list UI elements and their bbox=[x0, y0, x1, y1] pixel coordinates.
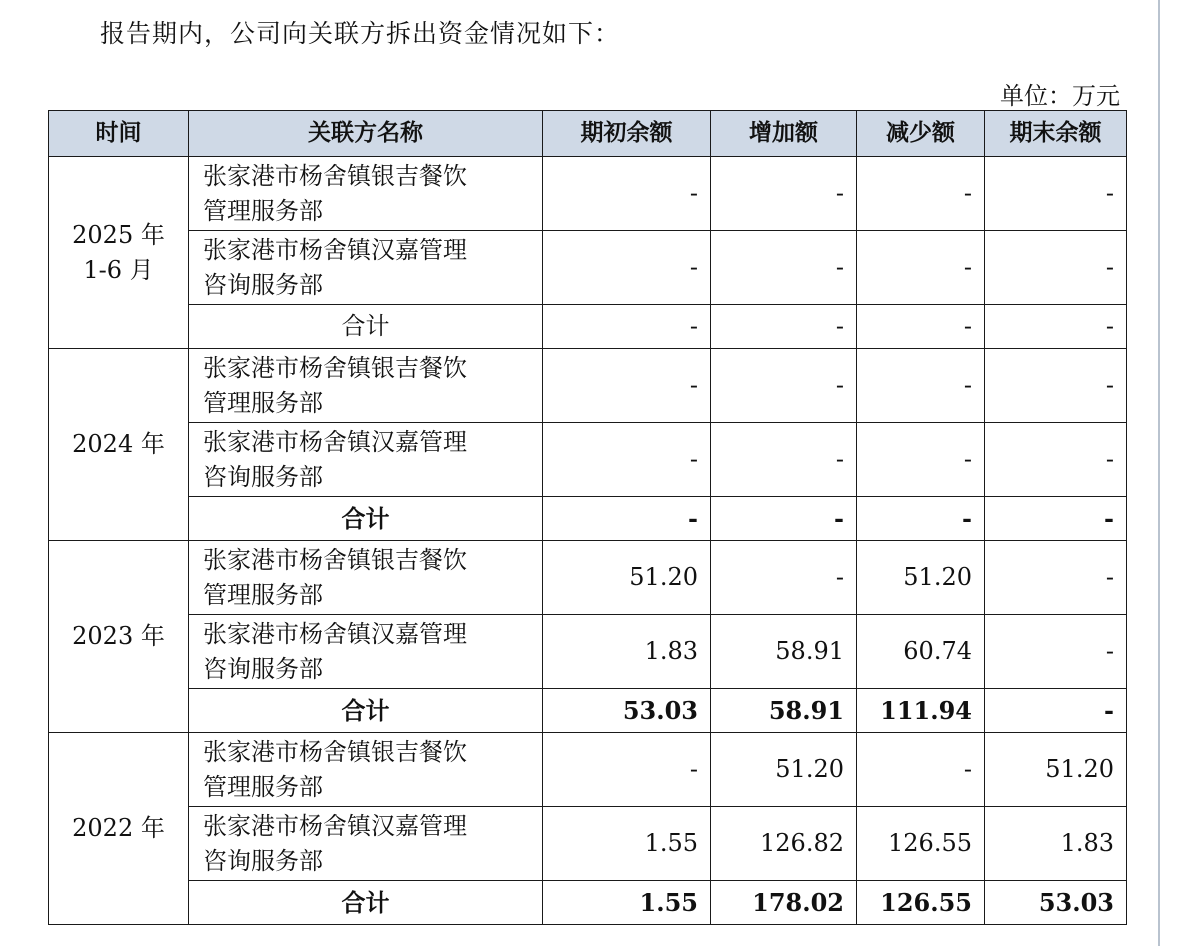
decrease-cell: 51.20 bbox=[857, 541, 985, 615]
total-decrease-cell: - bbox=[857, 497, 985, 541]
decrease-cell: - bbox=[857, 157, 985, 231]
total-closing-cell: - bbox=[985, 305, 1127, 349]
period-label: 2024 年 bbox=[49, 349, 189, 541]
increase-cell: - bbox=[711, 231, 857, 305]
period-label: 2022 年 bbox=[49, 733, 189, 925]
opening-cell: 1.55 bbox=[543, 807, 711, 881]
header-closing: 期末余额 bbox=[985, 111, 1127, 157]
total-row bbox=[49, 689, 1127, 733]
increase-cell: - bbox=[711, 349, 857, 423]
party-name-cell: 张家港市杨舍镇汉嘉管理 咨询服务部 bbox=[189, 231, 543, 305]
table-row bbox=[49, 541, 1127, 615]
header-decrease: 减少额 bbox=[857, 111, 985, 157]
opening-cell: 51.20 bbox=[543, 541, 711, 615]
total-label: 合计 bbox=[189, 689, 543, 733]
intro-text: 报告期内，公司向关联方拆出资金情况如下： bbox=[100, 19, 621, 48]
closing-cell: - bbox=[985, 231, 1127, 305]
table-row bbox=[49, 615, 1127, 689]
total-closing-cell: 53.03 bbox=[985, 881, 1127, 925]
opening-cell: - bbox=[543, 157, 711, 231]
total-increase-cell: 58.91 bbox=[711, 689, 857, 733]
increase-cell: - bbox=[711, 157, 857, 231]
total-closing-cell: - bbox=[985, 689, 1127, 733]
table-row bbox=[49, 349, 1127, 423]
party-name-cell: 张家港市杨舍镇银吉餐饮 管理服务部 bbox=[189, 541, 543, 615]
party-name-cell: 张家港市杨舍镇银吉餐饮 管理服务部 bbox=[189, 157, 543, 231]
party-name-cell: 张家港市杨舍镇银吉餐饮 管理服务部 bbox=[189, 349, 543, 423]
total-opening-cell: - bbox=[543, 497, 711, 541]
table-row bbox=[49, 157, 1127, 231]
total-opening-cell: - bbox=[543, 305, 711, 349]
decrease-cell: - bbox=[857, 733, 985, 807]
closing-cell: 1.83 bbox=[985, 807, 1127, 881]
total-label: 合计 bbox=[189, 497, 543, 541]
total-label: 合计 bbox=[189, 305, 543, 349]
opening-cell: - bbox=[543, 349, 711, 423]
decrease-cell: 126.55 bbox=[857, 807, 985, 881]
table-row bbox=[49, 423, 1127, 497]
unit-label: 单位：万元 bbox=[1000, 82, 1120, 110]
header-row bbox=[49, 111, 1127, 157]
closing-cell: - bbox=[985, 615, 1127, 689]
total-opening-cell: 53.03 bbox=[543, 689, 711, 733]
closing-cell: 51.20 bbox=[985, 733, 1127, 807]
page-edge-rule bbox=[1158, 0, 1160, 946]
table-row bbox=[49, 733, 1127, 807]
table-row bbox=[49, 231, 1127, 305]
increase-cell: 126.82 bbox=[711, 807, 857, 881]
opening-cell: - bbox=[543, 423, 711, 497]
total-decrease-cell: - bbox=[857, 305, 985, 349]
closing-cell: - bbox=[985, 157, 1127, 231]
header-time: 时间 bbox=[49, 111, 189, 157]
closing-cell: - bbox=[985, 541, 1127, 615]
decrease-cell: - bbox=[857, 231, 985, 305]
period-label: 2025 年 1-6 月 bbox=[49, 157, 189, 349]
total-decrease-cell: 126.55 bbox=[857, 881, 985, 925]
total-row bbox=[49, 497, 1127, 541]
total-closing-cell: - bbox=[985, 497, 1127, 541]
party-name-cell: 张家港市杨舍镇汉嘉管理 咨询服务部 bbox=[189, 615, 543, 689]
party-name-cell: 张家港市杨舍镇汉嘉管理 咨询服务部 bbox=[189, 807, 543, 881]
total-opening-cell: 1.55 bbox=[543, 881, 711, 925]
period-label: 2023 年 bbox=[49, 541, 189, 733]
total-row bbox=[49, 881, 1127, 925]
decrease-cell: 60.74 bbox=[857, 615, 985, 689]
total-row bbox=[49, 305, 1127, 349]
opening-cell: 1.83 bbox=[543, 615, 711, 689]
header-increase: 增加额 bbox=[711, 111, 857, 157]
closing-cell: - bbox=[985, 423, 1127, 497]
table-row bbox=[49, 807, 1127, 881]
increase-cell: - bbox=[711, 423, 857, 497]
total-label: 合计 bbox=[189, 881, 543, 925]
opening-cell: - bbox=[543, 733, 711, 807]
increase-cell: 51.20 bbox=[711, 733, 857, 807]
party-name-cell: 张家港市杨舍镇汉嘉管理 咨询服务部 bbox=[189, 423, 543, 497]
total-increase-cell: - bbox=[711, 497, 857, 541]
decrease-cell: - bbox=[857, 349, 985, 423]
increase-cell: 58.91 bbox=[711, 615, 857, 689]
increase-cell: - bbox=[711, 541, 857, 615]
party-name-cell: 张家港市杨舍镇银吉餐饮 管理服务部 bbox=[189, 733, 543, 807]
closing-cell: - bbox=[985, 349, 1127, 423]
related-party-loans-table bbox=[48, 110, 1127, 925]
decrease-cell: - bbox=[857, 423, 985, 497]
total-increase-cell: - bbox=[711, 305, 857, 349]
header-opening: 期初余额 bbox=[543, 111, 711, 157]
total-decrease-cell: 111.94 bbox=[857, 689, 985, 733]
header-party: 关联方名称 bbox=[189, 111, 543, 157]
total-increase-cell: 178.02 bbox=[711, 881, 857, 925]
opening-cell: - bbox=[543, 231, 711, 305]
